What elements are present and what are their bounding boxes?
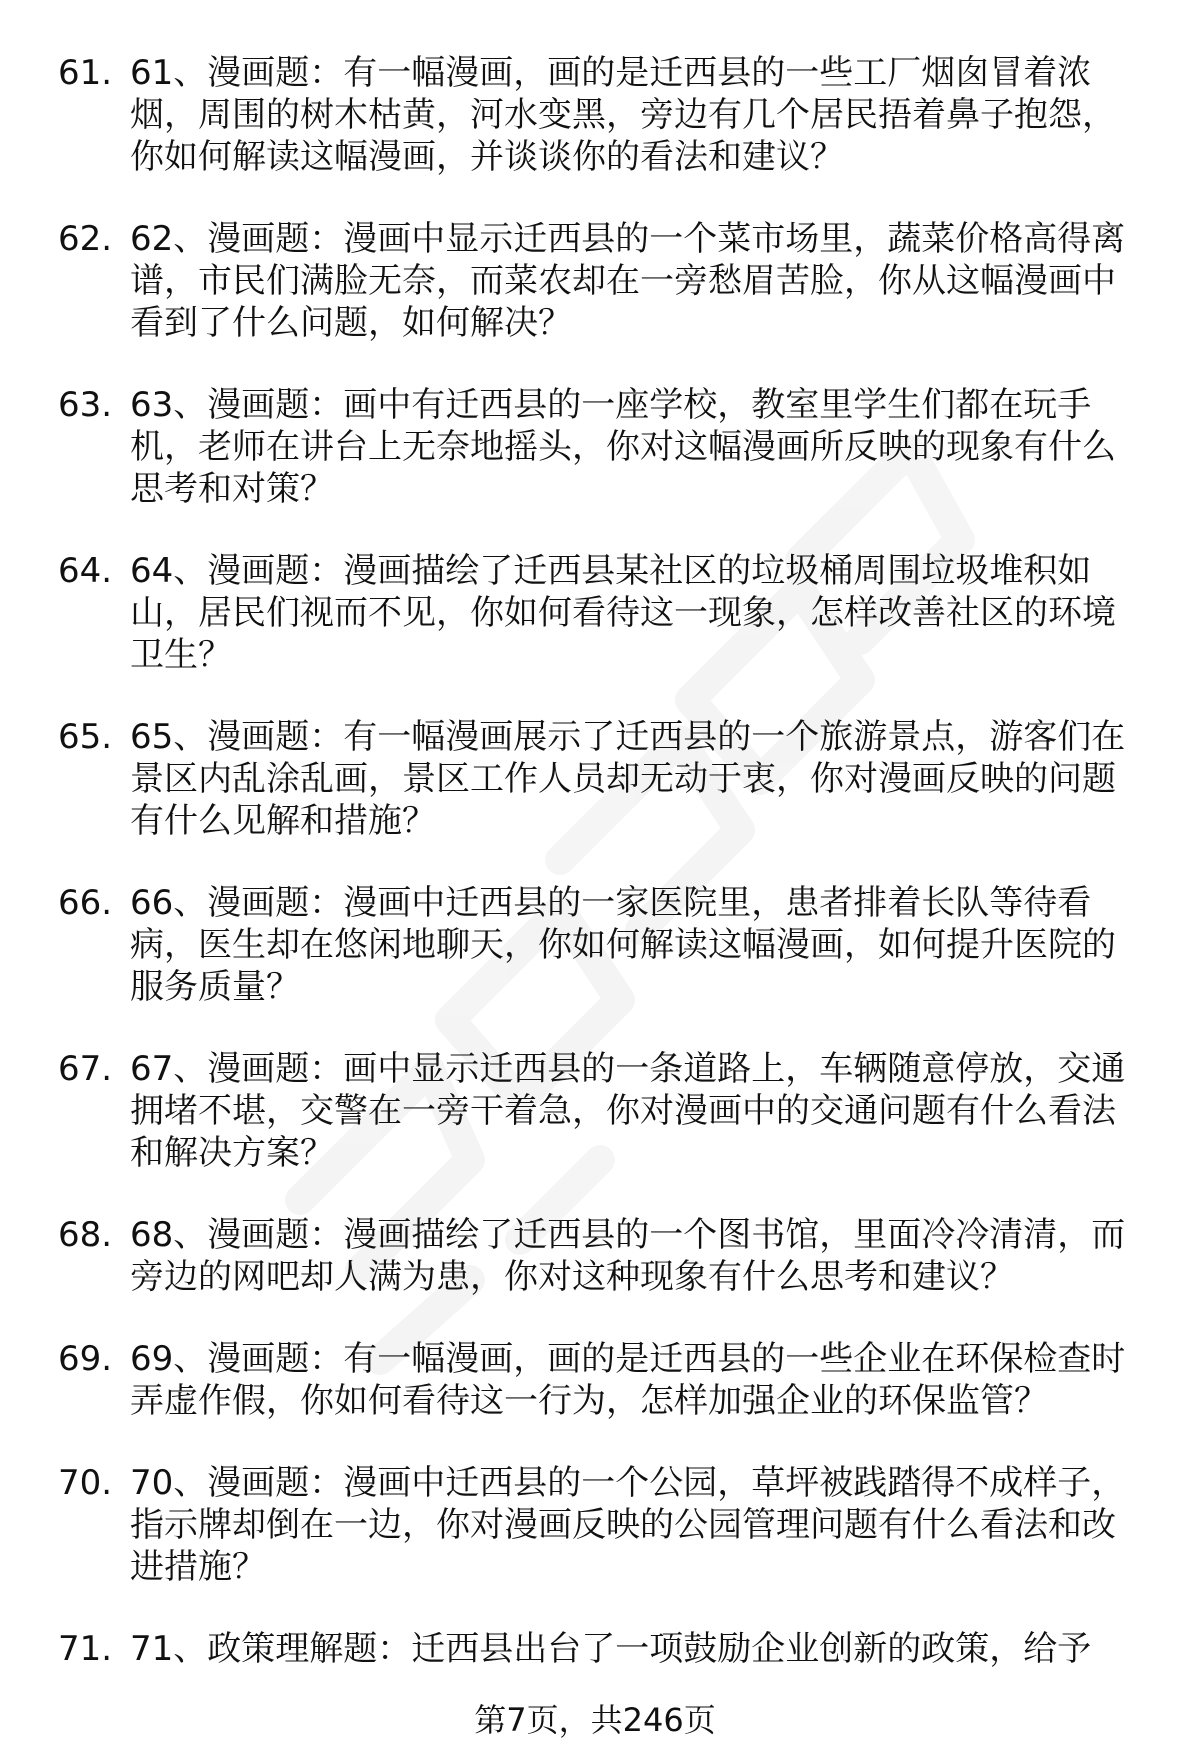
question-number: 67. <box>58 1049 113 1089</box>
question-text: 63、漫画题：画中有迁西县的一座学校，教室里学生们都在玩手机，老师在讲台上无奈地摇头，你对这幅漫画所反映的现象有什么思考和对策？ <box>130 385 1116 509</box>
question-text: 70、漫画题：漫画中迁西县的一个公园，草坪被践踏得不成样子，指示牌却倒在一边，你对漫画反映的公园管理问题有什么看法和改进措施？ <box>130 1463 1126 1587</box>
question-list <box>58 52 1148 1710</box>
question-text: 69、漫画题：有一幅漫画，画的是迁西县的一些企业在环保检查时弄虚作假，你如何看待这一行为，怎样加强企业的环保监管？ <box>130 1339 1126 1421</box>
question-item <box>58 716 1148 842</box>
question-text: 68、漫画题：漫画描绘了迁西县的一个图书馆，里面冷冷清清，而旁边的网吧却人满为患，你对这种现象有什么思考和建议？ <box>130 1215 1126 1297</box>
question-number: 64. <box>58 551 113 591</box>
question-text: 66、漫画题：漫画中迁西县的一家医院里，患者排着长队等待看病，医生却在悠闲地聊天，你如何解读这幅漫画，如何提升医院的服务质量？ <box>130 883 1116 1007</box>
question-item <box>58 218 1148 344</box>
question-number: 63. <box>58 385 113 425</box>
question-text: 65、漫画题：有一幅漫画展示了迁西县的一个旅游景点，游客们在景区内乱涂乱画，景区工作人员却无动于衷，你对漫画反映的问题有什么见解和措施？ <box>130 717 1126 841</box>
question-item <box>58 384 1148 510</box>
question-item <box>58 52 1148 178</box>
question-item <box>58 1338 1148 1422</box>
question-text: 64、漫画题：漫画描绘了迁西县某社区的垃圾桶周围垃圾堆积如山，居民们视而不见，你如何看待这一现象，怎样改善社区的环境卫生？ <box>130 551 1116 675</box>
question-number: 65. <box>58 717 113 757</box>
question-text: 67、漫画题：画中显示迁西县的一条道路上，车辆随意停放，交通拥堵不堪，交警在一旁干着急，你对漫画中的交通问题有什么看法和解决方案？ <box>130 1049 1126 1173</box>
question-item <box>58 550 1148 676</box>
question-number: 68. <box>58 1215 113 1255</box>
question-number: 66. <box>58 883 113 923</box>
page-footer: 第7页，共246页 <box>474 1701 716 1739</box>
question-text: 61、漫画题：有一幅漫画，画的是迁西县的一些工厂烟囱冒着浓烟，周围的树木枯黄，河水变黑，旁边有几个居民捂着鼻子抱怨，你如何解读这幅漫画，并谈谈你的看法和建议？ <box>130 53 1116 177</box>
question-item <box>58 1628 1148 1670</box>
question-text: 62、漫画题：漫画中显示迁西县的一个菜市场里，蔬菜价格高得离谱，市民们满脸无奈，而菜农却在一旁愁眉苦脸，你从这幅漫画中看到了什么问题，如何解决？ <box>130 219 1126 343</box>
question-item <box>58 1214 1148 1298</box>
question-number: 70. <box>58 1463 113 1503</box>
question-number: 71. <box>58 1629 113 1669</box>
question-number: 69. <box>58 1339 113 1379</box>
question-item <box>58 882 1148 1008</box>
question-text: 71、政策理解题：迁西县出台了一项鼓励企业创新的政策，给予 <box>130 1629 1092 1669</box>
question-item <box>58 1048 1148 1174</box>
question-item <box>58 1462 1148 1588</box>
question-number: 61. <box>58 53 113 93</box>
question-number: 62. <box>58 219 113 259</box>
